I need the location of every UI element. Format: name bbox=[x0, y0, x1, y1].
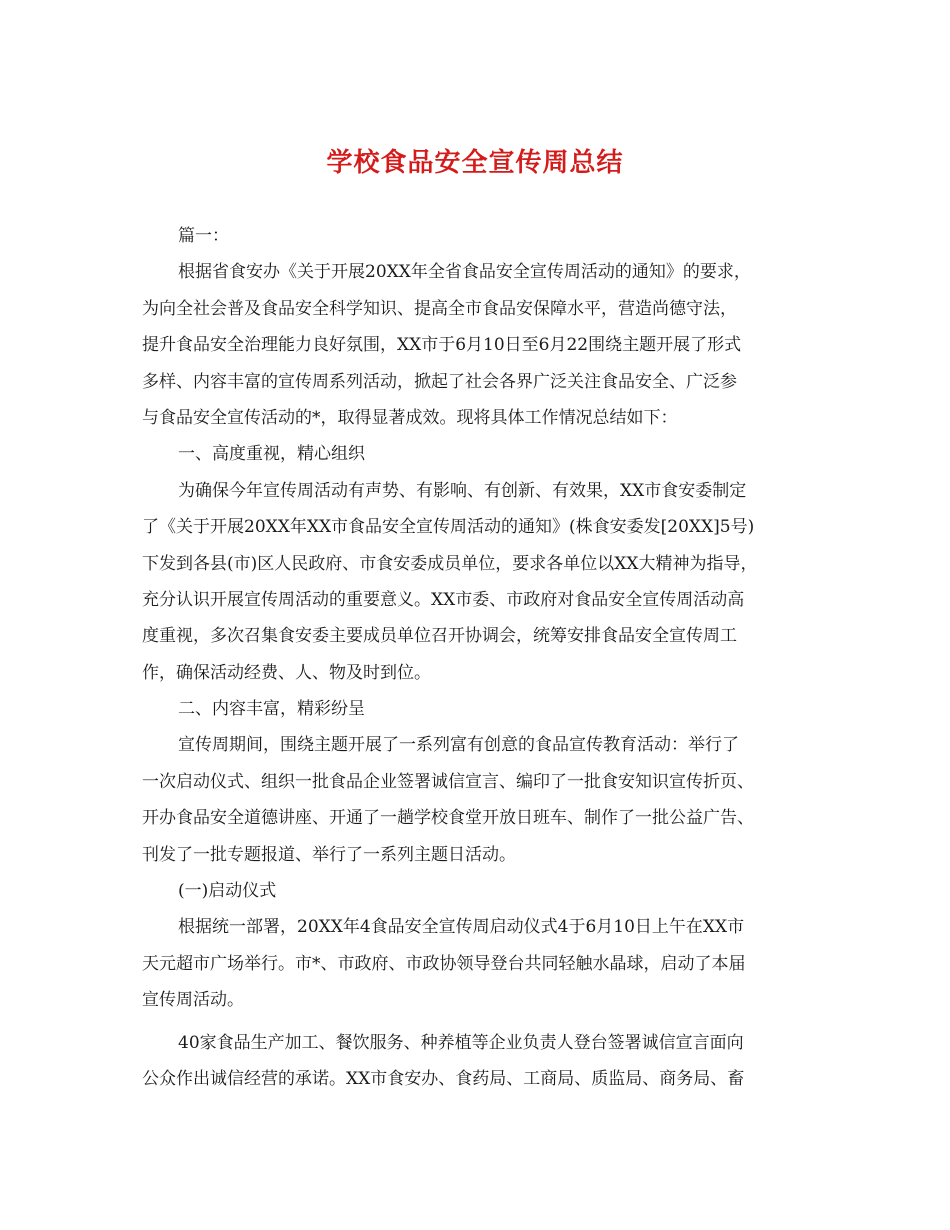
paragraph-line: 为确保今年宣传周活动有声势、有影响、有创新、有效果，XX市食安委制定 bbox=[178, 480, 747, 501]
paragraph-line: 与食品安全宣传活动的*，取得显著成效。现将具体工作情况总结如下： bbox=[142, 407, 678, 428]
paragraph-line: 度重视，多次召集食安委主要成员单位召开协调会，统筹安排食品安全宣传周工 bbox=[142, 626, 737, 647]
document-title: 学校食品安全宣传周总结 bbox=[326, 148, 624, 178]
subsection-heading: (一)启动仪式 bbox=[178, 881, 277, 902]
paragraph-line: 刊发了一批专题报道、举行了一系列主题日活动。 bbox=[142, 844, 516, 865]
document-body bbox=[142, 218, 812, 1097]
paragraph-line: 多样、内容丰富的宣传周系列活动，掀起了社会各界广泛关注食品安全、广泛参 bbox=[142, 371, 737, 392]
section-heading: 一、高度重视，精心组织 bbox=[178, 444, 365, 465]
section-heading: 二、内容丰富，精彩纷呈 bbox=[178, 699, 365, 720]
paragraph-line: 开办食品安全道德讲座、开通了一趟学校食堂开放日班车、制作了一批公益广告、 bbox=[142, 808, 754, 829]
paragraph-line: 40家食品生产加工、餐饮服务、种养植等企业负责人登台签署诚信宣言面向 bbox=[178, 1032, 744, 1053]
paragraph-line: 根据省食安办《关于开展20XX年全省食品安全宣传周活动的通知》的要求， bbox=[178, 262, 751, 283]
paragraph-line: 作，确保活动经费、人、物及时到位。 bbox=[142, 662, 431, 683]
paragraph-line: 宣传周活动。 bbox=[142, 990, 244, 1011]
paragraph-line: 宣传周期间，围绕主题开展了一系列富有创意的食品宣传教育活动：举行了 bbox=[178, 735, 739, 756]
paragraph-line: 一次启动仪式、组织一批食品企业签署诚信宣言、编印了一批食安知识宣传折页、 bbox=[142, 771, 754, 792]
section-label: 篇一： bbox=[178, 226, 229, 246]
paragraph-line: 了《关于开展20XX年XX市食品安全宣传周活动的通知》(株食安委发[20XX]5号) bbox=[142, 517, 755, 538]
paragraph-line: 提升食品安全治理能力良好氛围，XX市于6月10日至6月22围绕主题开展了形式 bbox=[142, 335, 742, 356]
paragraph-line: 根据统一部署，20XX年4食品安全宣传周启动仪式4于6月10日上午在XX市 bbox=[178, 917, 745, 938]
paragraph-line: 充分认识开展宣传周活动的重要意义。XX市委、市政府对食品安全宣传周活动高 bbox=[142, 589, 745, 610]
paragraph-line: 下发到各县(市)区人民政府、市食安委成员单位，要求各单位以XX大精神为指导， bbox=[142, 553, 758, 574]
paragraph-line: 为向全社会普及食品安全科学知识、提高全市食品安保障水平，营造尚德守法， bbox=[142, 298, 737, 319]
paragraph-line: 天元超市广场举行。市*、市政府、市政协领导登台共同轻触水晶球，启动了本届 bbox=[142, 953, 746, 974]
paragraph-line: 公众作出诚信经营的承诺。XX市食安办、食药局、工商局、质监局、商务局、畜 bbox=[142, 1068, 745, 1089]
